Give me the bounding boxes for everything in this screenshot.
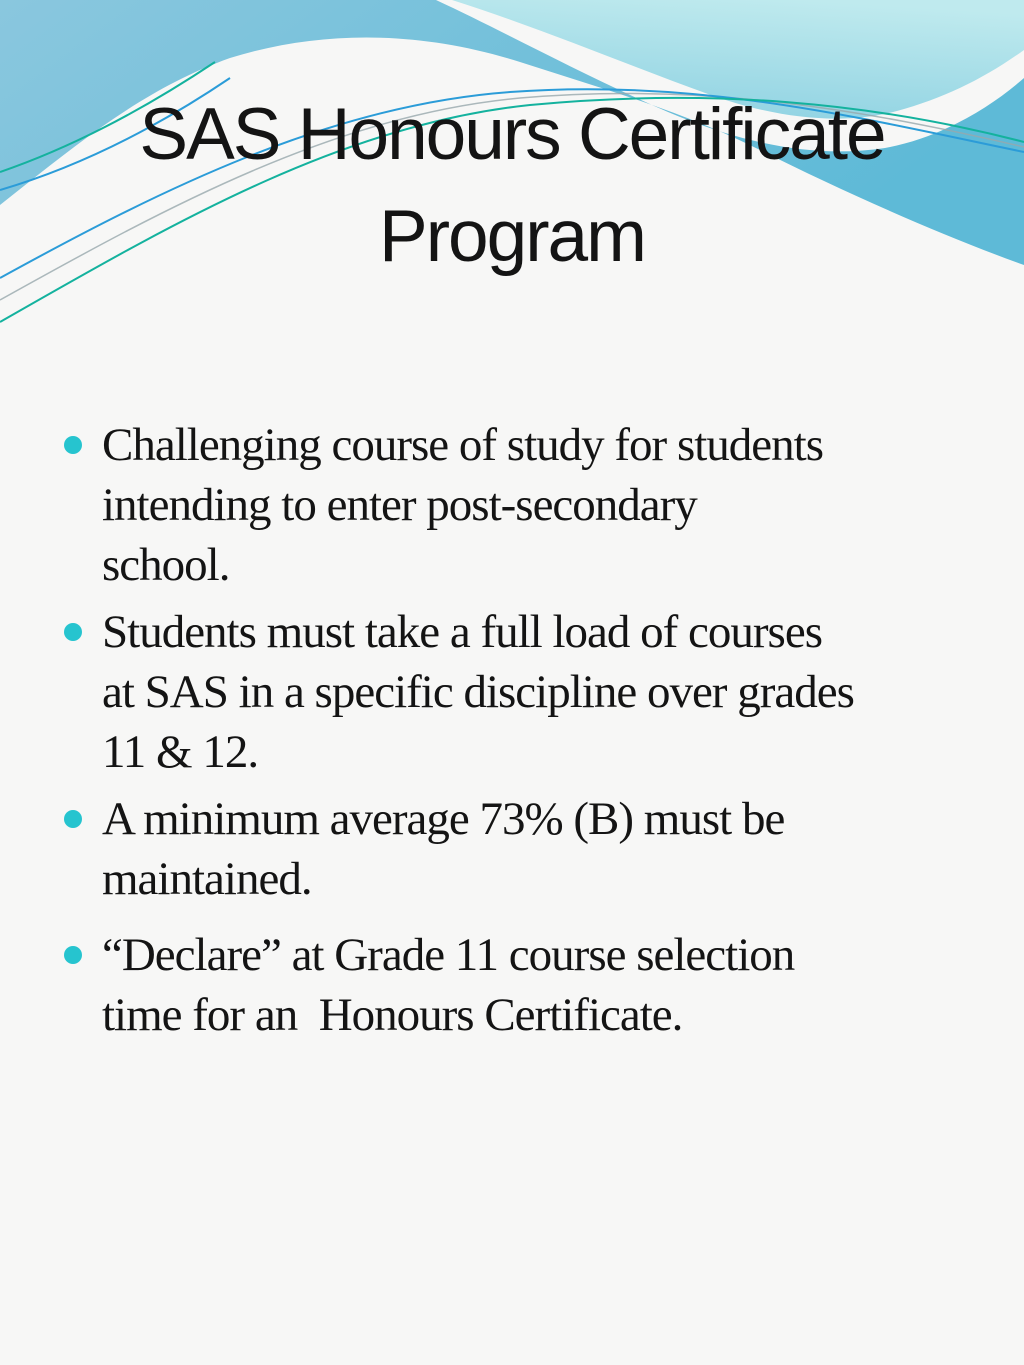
slide-title [0, 84, 1024, 288]
bullet-line: maintained. [102, 853, 312, 905]
list-item [0, 602, 1024, 782]
bullet-line: Students must take a full load of courses [102, 606, 822, 658]
list-item [0, 789, 1024, 909]
bullet-icon [64, 810, 82, 828]
list-item [0, 415, 1024, 595]
bullet-line: intending to enter post-secondary [102, 479, 697, 531]
bullet-line: “Declare” at Grade 11 course selection [102, 929, 795, 981]
bullet-line: A minimum average 73% (B) must be [102, 793, 785, 845]
bullet-line: time for an Honours Certificate. [102, 989, 683, 1041]
bullet-icon [64, 623, 82, 641]
bullet-line: Challenging course of study for students [102, 419, 824, 471]
bullet-line: school. [102, 539, 230, 591]
bullet-list [0, 415, 1024, 1045]
bullet-icon [64, 946, 82, 964]
slide-title-line: SAS Honours Certificate [139, 94, 885, 175]
bullet-line: 11 & 12. [102, 726, 259, 778]
slide-title-line: Program [379, 196, 645, 277]
list-item [0, 925, 1024, 1045]
bullet-line: at SAS in a specific discipline over grades [102, 666, 854, 718]
bullet-icon [64, 436, 82, 454]
